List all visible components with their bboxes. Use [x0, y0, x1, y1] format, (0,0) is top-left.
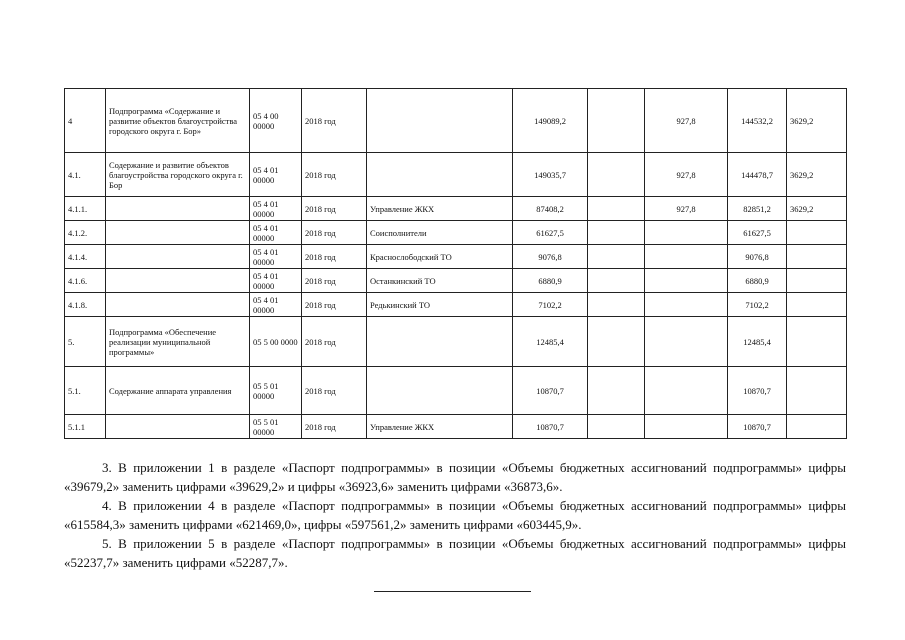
table-row [65, 293, 847, 317]
table-cell-total: 10870,7 [513, 367, 588, 415]
table-cell-c9: 12485,4 [728, 317, 787, 367]
table-cell-c10 [787, 317, 847, 367]
table-cell-year: 2018 год [302, 221, 367, 245]
table-cell-code: 05 5 01 00000 [250, 367, 302, 415]
table-cell-exec: Соисполнители [367, 221, 513, 245]
table-cell-c10 [787, 367, 847, 415]
table-cell-no: 4.1.4. [65, 245, 106, 269]
table-cell-total: 12485,4 [513, 317, 588, 367]
table-cell-name [106, 415, 250, 439]
table-cell-c10 [787, 221, 847, 245]
table-cell-c10 [787, 293, 847, 317]
table-cell-c8 [645, 293, 728, 317]
table-cell-year: 2018 год [302, 415, 367, 439]
table-cell-exec [367, 89, 513, 153]
table-cell-c10 [787, 245, 847, 269]
table-cell-no: 5.1.1 [65, 415, 106, 439]
table-cell-c9: 82851,2 [728, 197, 787, 221]
table-cell-code: 05 4 01 00000 [250, 293, 302, 317]
table-cell-c10 [787, 269, 847, 293]
table-row [65, 221, 847, 245]
table-cell-name [106, 293, 250, 317]
table-cell-total: 7102,2 [513, 293, 588, 317]
table-cell-c7 [588, 415, 645, 439]
table-cell-c9: 6880,9 [728, 269, 787, 293]
table-cell-no: 4 [65, 89, 106, 153]
table-cell-c9: 144478,7 [728, 153, 787, 197]
table-cell-c8 [645, 367, 728, 415]
table-row [65, 367, 847, 415]
table-cell-code: 05 4 00 00000 [250, 89, 302, 153]
table-cell-name: Подпрограмма «Обеспечение реализации муниципальной программы» [106, 317, 250, 367]
table-cell-year: 2018 год [302, 153, 367, 197]
table-cell-total: 10870,7 [513, 415, 588, 439]
table-cell-exec: Управление ЖКХ [367, 197, 513, 221]
table-cell-name: Содержание аппарата управления [106, 367, 250, 415]
table-cell-c7 [588, 293, 645, 317]
table-cell-c7 [588, 245, 645, 269]
table-cell-total: 6880,9 [513, 269, 588, 293]
table-cell-exec [367, 153, 513, 197]
table-cell-year: 2018 год [302, 245, 367, 269]
paragraph-3: 3. В приложении 1 в разделе «Паспорт подпрограммы» в позиции «Объемы бюджетных ассигнований подпрограммы» цифры «39679,2» заменить цифрами «39629,2» и цифры «36923,6» заменить цифрами «36873,6». [64, 460, 846, 494]
table-row [65, 317, 847, 367]
table-cell-total: 61627,5 [513, 221, 588, 245]
table-cell-code: 05 4 01 00000 [250, 221, 302, 245]
table-row [65, 89, 847, 153]
table-cell-c8 [645, 317, 728, 367]
table-cell-year: 2018 год [302, 317, 367, 367]
table-cell-c7 [588, 317, 645, 367]
table-cell-c10 [787, 415, 847, 439]
table-cell-c8: 927,8 [645, 153, 728, 197]
table-cell-c10: 3629,2 [787, 153, 847, 197]
table-cell-exec [367, 367, 513, 415]
table-cell-c9: 10870,7 [728, 367, 787, 415]
paragraph-5: 5. В приложении 5 в разделе «Паспорт подпрограммы» в позиции «Объемы бюджетных ассигнований подпрограммы» цифры «52237,7» заменить цифрами «52287,7». [64, 536, 846, 570]
table-row [65, 153, 847, 197]
budget-table-body [65, 89, 847, 439]
table-cell-no: 4.1.6. [65, 269, 106, 293]
table-cell-c8: 927,8 [645, 197, 728, 221]
table-cell-c9: 144532,2 [728, 89, 787, 153]
paragraph-4: 4. В приложении 4 в разделе «Паспорт подпрограммы» в позиции «Объемы бюджетных ассигнований подпрограммы» цифры «615584,3» заменить цифрами «621469,0», цифры «597561,2» заменить цифрами «603445,9». [64, 498, 846, 532]
table-row [65, 197, 847, 221]
table-cell-year: 2018 год [302, 367, 367, 415]
table-cell-name [106, 221, 250, 245]
table-cell-c8 [645, 221, 728, 245]
table-cell-total: 87408,2 [513, 197, 588, 221]
table-cell-year: 2018 год [302, 269, 367, 293]
table-cell-no: 4.1.2. [65, 221, 106, 245]
amendment-text [64, 458, 846, 572]
table-cell-name: Подпрограмма «Содержание и развитие объектов благоустройства городского округа г. Бор» [106, 89, 250, 153]
table-row [65, 269, 847, 293]
table-cell-no: 5. [65, 317, 106, 367]
table-cell-no: 4.1. [65, 153, 106, 197]
table-cell-c9: 10870,7 [728, 415, 787, 439]
table-cell-year: 2018 год [302, 89, 367, 153]
table-cell-code: 05 5 00 0000 [250, 317, 302, 367]
table-cell-year: 2018 год [302, 197, 367, 221]
closing-rule [374, 591, 531, 592]
table-cell-c7 [588, 153, 645, 197]
table-cell-total: 9076,8 [513, 245, 588, 269]
table-cell-c10: 3629,2 [787, 89, 847, 153]
table-cell-no: 5.1. [65, 367, 106, 415]
table-cell-name: Содержание и развитие объектов благоустройства городского округа г. Бор [106, 153, 250, 197]
table-cell-exec: Управление ЖКХ [367, 415, 513, 439]
table-row [65, 245, 847, 269]
table-cell-exec: Редькинский ТО [367, 293, 513, 317]
table-cell-c7 [588, 197, 645, 221]
table-cell-total: 149089,2 [513, 89, 588, 153]
table-cell-c8 [645, 415, 728, 439]
table-cell-name [106, 245, 250, 269]
table-cell-c9: 61627,5 [728, 221, 787, 245]
table-cell-c7 [588, 367, 645, 415]
table-cell-code: 05 4 01 00000 [250, 153, 302, 197]
table-cell-c9: 7102,2 [728, 293, 787, 317]
table-cell-no: 4.1.1. [65, 197, 106, 221]
table-cell-c9: 9076,8 [728, 245, 787, 269]
table-cell-name [106, 197, 250, 221]
table-cell-year: 2018 год [302, 293, 367, 317]
table-cell-c8 [645, 269, 728, 293]
table-cell-c7 [588, 89, 645, 153]
table-cell-c7 [588, 269, 645, 293]
table-cell-c8 [645, 245, 728, 269]
table-cell-exec [367, 317, 513, 367]
table-cell-code: 05 4 01 00000 [250, 197, 302, 221]
table-cell-total: 149035,7 [513, 153, 588, 197]
table-cell-no: 4.1.8. [65, 293, 106, 317]
table-cell-name [106, 269, 250, 293]
table-cell-c10: 3629,2 [787, 197, 847, 221]
table-cell-exec: Краснослободский ТО [367, 245, 513, 269]
budget-table [64, 88, 847, 439]
table-cell-code: 05 4 01 00000 [250, 245, 302, 269]
table-row [65, 415, 847, 439]
table-cell-c8: 927,8 [645, 89, 728, 153]
table-cell-code: 05 5 01 00000 [250, 415, 302, 439]
table-cell-c7 [588, 221, 645, 245]
table-cell-code: 05 4 01 00000 [250, 269, 302, 293]
table-cell-exec: Останкинский ТО [367, 269, 513, 293]
